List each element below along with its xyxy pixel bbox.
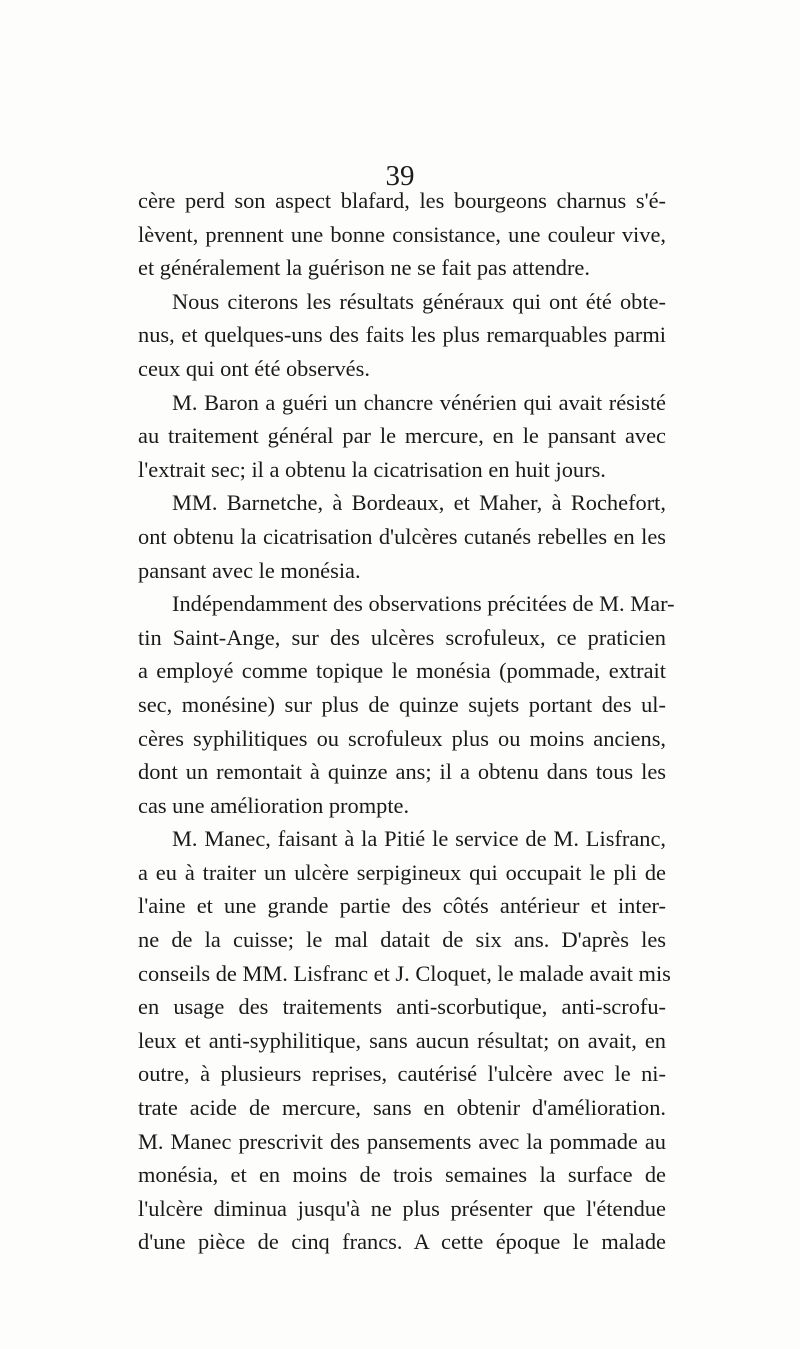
text-line: tin Saint-Ange, sur des ulcères scrofuleux, ce praticien	[138, 624, 666, 650]
text-line: ont obtenu la cicatrisation d'ulcères cutanés rebelles en les	[138, 523, 666, 549]
text-line: cas une amélioration prompte.	[138, 792, 410, 818]
text-line: M. Manec, faisant à la Pitié le service de M. Lisfranc,	[172, 826, 666, 852]
text-line: a eu à traiter un ulcère serpigineux qui occupait le pli de	[138, 859, 666, 885]
text-line: MM. Barnetche, à Bordeaux, et Maher, à Rochefort,	[172, 490, 666, 516]
text-line: d'une pièce de cinq francs. A cette époque le malade	[138, 1229, 666, 1255]
text-line: trate acide de mercure, sans en obtenir d'amélioration.	[138, 1095, 666, 1121]
text-line: Nous citerons les résultats généraux qui ont été obte-	[172, 288, 666, 314]
text-line: M. Manec prescrivit des pansements avec la pommade au	[138, 1128, 666, 1154]
text-line: a employé comme topique le monésia (pommade, extrait	[138, 658, 666, 684]
text-line: monésia, et en moins de trois semaines la surface de	[138, 1162, 666, 1188]
text-line: sec, monésine) sur plus de quinze sujets portant des ul-	[138, 691, 666, 717]
text-line: Indépendamment des observations précitées de M. Mar-	[172, 591, 675, 617]
text-line: et généralement la guérison ne se fait pas attendre.	[138, 255, 590, 281]
text-line: ceux qui ont été observés.	[138, 355, 370, 381]
text-line: l'extrait sec; il a obtenu la cicatrisation en huit jours.	[138, 456, 606, 482]
text-line: lèvent, prennent une bonne consistance, une couleur vive,	[138, 221, 666, 247]
body-text	[138, 184, 675, 1259]
text-line: en usage des traitements anti-scorbutique, anti-scrofu-	[138, 994, 666, 1020]
text-line: l'ulcère diminua jusqu'à ne plus présenter que l'étendue	[138, 1195, 666, 1221]
page-number: 39	[385, 160, 415, 192]
text-line: au traitement général par le mercure, en le pansant avec	[138, 423, 666, 449]
text-line: leux et anti-syphilitique, sans aucun résultat; on avait, en	[138, 1027, 666, 1053]
text-line: ne de la cuisse; le mal datait de six ans. D'après les	[138, 927, 666, 953]
text-line: outre, à plusieurs reprises, cautérisé l'ulcère avec le ni-	[138, 1061, 666, 1087]
text-line: cère perd son aspect blafard, les bourgeons charnus s'é-	[138, 188, 666, 213]
text-line: l'aine et une grande partie des côtés antérieur et inter-	[138, 893, 666, 919]
text-line: pansant avec le monésia.	[138, 557, 361, 583]
text-line: M. Baron a guéri un chancre vénérien qui avait résisté	[172, 389, 666, 415]
text-line: dont un remontait à quinze ans; il a obtenu dans tous les	[138, 759, 666, 785]
text-line: cères syphilitiques ou scrofuleux plus ou moins anciens,	[138, 725, 666, 751]
text-line: nus, et quelques-uns des faits les plus remarquables parmi	[138, 322, 666, 348]
text-line: conseils de MM. Lisfranc et J. Cloquet, le malade avait mis	[138, 960, 671, 986]
